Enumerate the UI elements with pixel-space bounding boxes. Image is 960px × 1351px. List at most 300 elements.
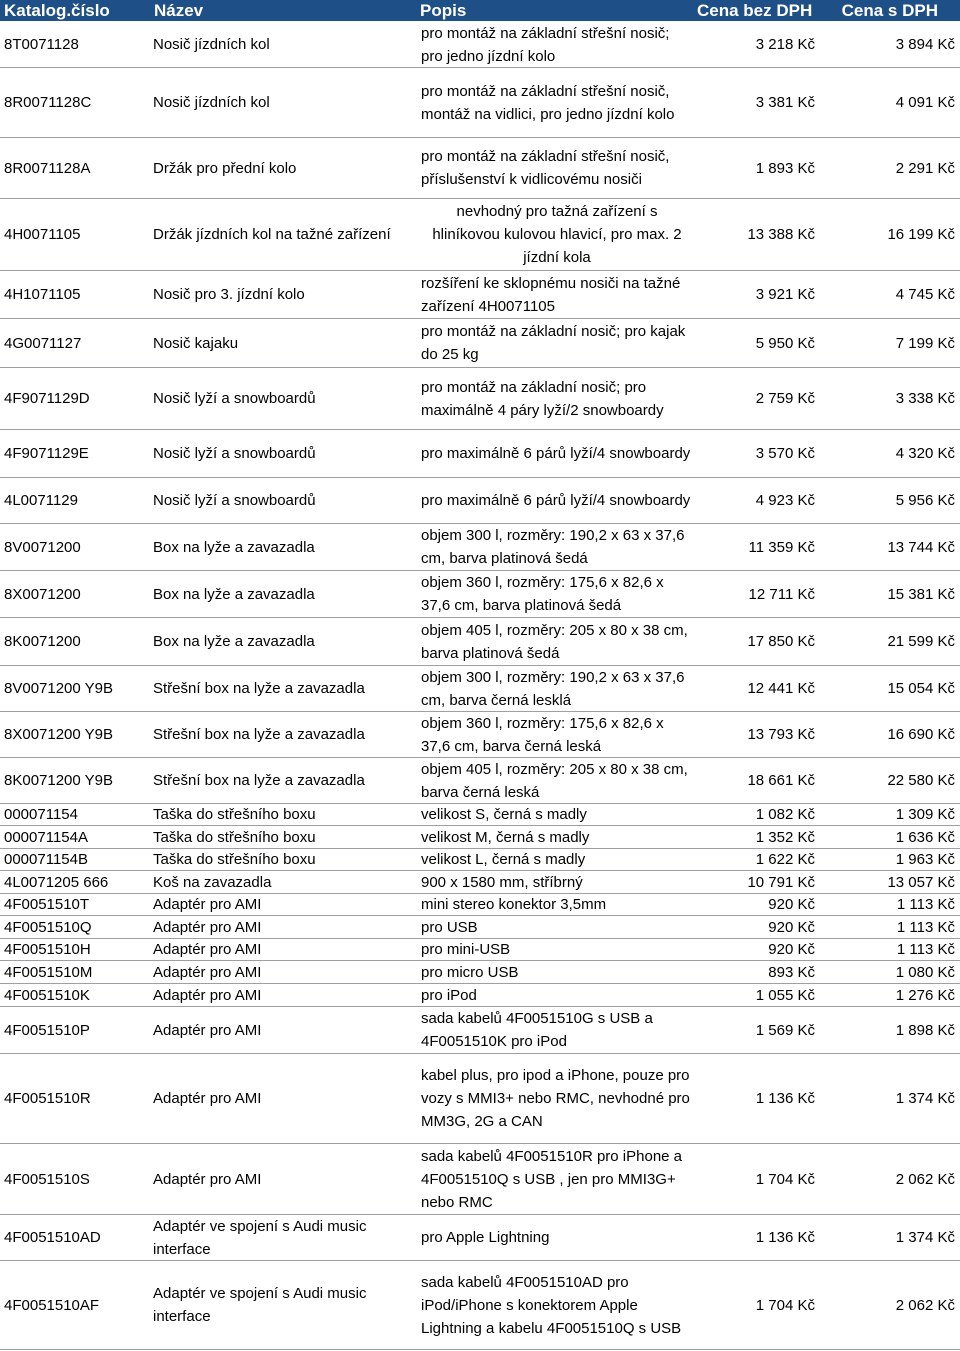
cell-price-gross (820, 478, 960, 523)
cell-price-gross-text: 4 320 Kč (895, 445, 955, 462)
cell-description-text: 900 x 1580 mm, stříbrný (421, 873, 583, 891)
cell-code-text: 8K0071200 (4, 633, 81, 650)
cell-price-net (693, 916, 820, 938)
cell-price-net-text: 4 923 Kč (755, 492, 815, 509)
cell-description-text: objem 405 l, rozměry: 205 x 80 x 38 cm, barva platinová šedá (421, 621, 688, 662)
cell-price-net (693, 666, 820, 711)
cell-price-gross-text: 5 956 Kč (895, 492, 955, 509)
cell-price-net-text: 1 704 Kč (755, 1296, 815, 1314)
cell-code (0, 871, 150, 893)
cell-description (416, 894, 693, 915)
cell-code-text: 8X0071200 Y9B (4, 726, 113, 743)
cell-price-gross-text: 3 894 Kč (895, 36, 955, 53)
cell-description (416, 618, 693, 665)
table-row (0, 524, 960, 571)
cell-price-net (693, 368, 820, 429)
cell-name (150, 961, 416, 983)
table-row (0, 758, 960, 804)
header-code: Katalog.číslo (4, 1, 110, 20)
cell-code (0, 712, 150, 757)
header-desc: Popis (420, 1, 467, 20)
table-row (0, 271, 960, 319)
cell-name-text: Adaptér pro AMI (153, 1170, 262, 1188)
cell-code (0, 571, 150, 617)
cell-name-text: Adaptér pro AMI (153, 918, 262, 936)
cell-price-net-text: 1 352 Kč (755, 828, 815, 846)
cell-price-gross-text: 16 690 Kč (887, 726, 955, 743)
table-row (0, 1261, 960, 1350)
cell-name-text: Střešní box na lyže a zavazadla (153, 680, 365, 697)
cell-price-net (693, 826, 820, 848)
cell-price-net-text: 17 850 Kč (747, 633, 815, 650)
cell-description (416, 571, 693, 617)
cell-description (416, 1007, 693, 1053)
cell-description (416, 430, 693, 477)
cell-price-gross (820, 368, 960, 429)
cell-price-net-text: 893 Kč (768, 963, 815, 981)
cell-price-net-text: 3 570 Kč (755, 445, 815, 462)
cell-description (416, 1144, 693, 1214)
cell-price-gross-text: 21 599 Kč (887, 633, 955, 650)
cell-description-text: velikost L, černá s madly (421, 851, 586, 868)
cell-price-gross (820, 1215, 960, 1260)
cell-description (416, 939, 693, 960)
cell-name-text: Adaptér pro AMI (153, 941, 262, 958)
cell-code (0, 138, 150, 198)
cell-description-text: rozšíření ke sklopnému nosiči na tažné zařízení 4H0071105 (421, 274, 681, 315)
cell-price-gross (820, 894, 960, 915)
cell-price-net (693, 712, 820, 757)
cell-price-net (693, 319, 820, 367)
cell-code-text: 4L0071129 (4, 492, 78, 509)
cell-code-text: 8K0071200 Y9B (4, 772, 113, 789)
cell-name-text: Nosič jízdních kol (153, 36, 270, 53)
cell-name (150, 571, 416, 617)
cell-code-text: 4L0071205 666 (4, 873, 109, 891)
cell-name-text: Střešní box na lyže a zavazadla (153, 772, 365, 789)
cell-code (0, 524, 150, 570)
cell-code (0, 984, 150, 1006)
cell-name (150, 430, 416, 477)
cell-price-gross-text: 1 113 Kč (896, 896, 955, 913)
cell-price-net (693, 478, 820, 523)
cell-code-text: 4F0051510AD (4, 1229, 101, 1246)
cell-price-gross-text: 13 057 Kč (887, 873, 955, 891)
cell-price-gross (820, 319, 960, 367)
cell-name (150, 368, 416, 429)
table-row (0, 712, 960, 758)
cell-price-gross (820, 68, 960, 137)
cell-description (416, 1261, 693, 1349)
header-price-net: Cena bez DPH (697, 1, 813, 20)
cell-name (150, 1054, 416, 1143)
cell-price-gross (820, 939, 960, 960)
header-price-gross: Cena s DPH (841, 1, 938, 20)
cell-price-net-text: 12 441 Kč (747, 680, 815, 697)
cell-price-net (693, 1144, 820, 1214)
cell-price-gross (820, 430, 960, 477)
cell-name-text: Taška do střešního boxu (153, 806, 316, 823)
cell-code-text: 8R0071128A (4, 159, 91, 177)
cell-price-gross (820, 984, 960, 1006)
cell-code-text: 4G0071127 (4, 334, 82, 352)
cell-description-text: objem 360 l, rozměry: 175,6 x 82,6 x 37,6 cm, barva černá leská (421, 714, 664, 755)
cell-name-text: Střešní box na lyže a zavazadla (153, 726, 365, 743)
cell-description-text: velikost M, černá s madly (421, 828, 590, 846)
cell-name-text: Taška do střešního boxu (153, 828, 316, 846)
cell-name (150, 199, 416, 270)
cell-price-gross-text: 15 381 Kč (887, 585, 955, 603)
cell-price-gross-text: 2 291 Kč (895, 159, 955, 177)
cell-price-net (693, 849, 820, 870)
cell-description-text: pro montáž na základní nosič; pro maximálně 4 páry lyží/2 snowboardy (421, 378, 664, 419)
cell-price-gross (820, 871, 960, 893)
cell-price-gross-text: 2 062 Kč (895, 1170, 955, 1188)
cell-price-gross-text: 4 091 Kč (895, 94, 955, 111)
cell-code-text: 4F0051510Q (4, 918, 92, 936)
cell-price-gross-text: 16 199 Kč (887, 226, 955, 243)
cell-description (416, 916, 693, 938)
cell-code-text: 4F9071129D (4, 390, 90, 407)
cell-code-text: 4H0071105 (4, 226, 81, 243)
cell-code (0, 804, 150, 825)
cell-description-text: mini stereo konektor 3,5mm (421, 896, 607, 913)
cell-price-gross (820, 1144, 960, 1214)
table-row (0, 368, 960, 430)
cell-description-text: pro maximálně 6 párů lyží/4 snowboardy (421, 492, 691, 509)
cell-price-net (693, 1215, 820, 1260)
cell-price-gross-text: 1 374 Kč (895, 1090, 955, 1107)
cell-price-net (693, 1261, 820, 1349)
cell-price-gross-text: 1 636 Kč (895, 828, 955, 846)
cell-price-net (693, 804, 820, 825)
table-row (0, 984, 960, 1007)
cell-description-text: kabel plus, pro ipod a iPhone, pouze pro vozy s MMI3+ nebo RMC, nevhodné pro MM3G, 2G a CAN (421, 1067, 690, 1130)
cell-price-net (693, 271, 820, 318)
cell-code (0, 916, 150, 938)
cell-price-net-text: 1 622 Kč (755, 851, 815, 868)
cell-name-text: Nosič lyží a snowboardů (153, 445, 316, 462)
cell-price-net (693, 984, 820, 1006)
cell-name (150, 826, 416, 848)
cell-description-text: nevhodný pro tažná zařízení s hliníkovou kulovou hlavicí, pro max. 2 jízdní kola (432, 203, 682, 266)
table-row (0, 849, 960, 871)
cell-name (150, 894, 416, 915)
cell-code (0, 1054, 150, 1143)
cell-name-text: Box na lyže a zavazadla (153, 633, 315, 650)
cell-code (0, 1007, 150, 1053)
cell-code-text: 4F0051510T (4, 896, 90, 913)
cell-code (0, 430, 150, 477)
cell-price-gross (820, 849, 960, 870)
cell-price-net (693, 871, 820, 893)
cell-price-net (693, 430, 820, 477)
cell-price-gross (820, 712, 960, 757)
cell-price-gross-text: 1 963 Kč (895, 851, 955, 868)
cell-name-text: Nosič kajaku (153, 334, 239, 352)
cell-price-gross (820, 1054, 960, 1143)
cell-code (0, 478, 150, 523)
cell-price-gross-text: 4 745 Kč (895, 286, 955, 303)
cell-description-text: pro maximálně 6 párů lyží/4 snowboardy (421, 445, 691, 462)
cell-code (0, 68, 150, 137)
cell-name-text: Držák jízdních kol na tažné zařízení (153, 226, 391, 243)
table-row (0, 1215, 960, 1261)
cell-price-gross (820, 666, 960, 711)
table-row (0, 319, 960, 368)
cell-price-gross (820, 1261, 960, 1349)
cell-price-net-text: 1 136 Kč (755, 1090, 815, 1107)
cell-name (150, 984, 416, 1006)
cell-name (150, 478, 416, 523)
cell-price-gross (820, 271, 960, 318)
cell-code-text: 4H1071105 (4, 286, 81, 303)
cell-price-net (693, 939, 820, 960)
cell-description-text: pro USB (421, 918, 478, 936)
cell-code (0, 368, 150, 429)
cell-description (416, 478, 693, 523)
cell-description (416, 368, 693, 429)
cell-description (416, 22, 693, 67)
cell-price-gross (820, 1007, 960, 1053)
cell-price-net (693, 22, 820, 67)
cell-price-net (693, 199, 820, 270)
cell-description (416, 871, 693, 893)
cell-price-net (693, 961, 820, 983)
cell-price-net (693, 1007, 820, 1053)
cell-name (150, 271, 416, 318)
cell-price-gross-text: 1 898 Kč (895, 1021, 955, 1039)
cell-description (416, 1215, 693, 1260)
cell-description (416, 68, 693, 137)
cell-name (150, 524, 416, 570)
cell-description (416, 199, 693, 270)
cell-description-text: objem 360 l, rozměry: 175,6 x 82,6 x 37,6 cm, barva platinová šedá (421, 574, 664, 614)
cell-price-net (693, 68, 820, 137)
table-row (0, 894, 960, 916)
table-row (0, 871, 960, 894)
cell-price-gross-text: 1 080 Kč (895, 963, 955, 981)
table-row (0, 618, 960, 666)
cell-price-net-text: 18 661 Kč (747, 772, 815, 789)
cell-name-text: Adaptér pro AMI (153, 1090, 262, 1107)
table-row (0, 1144, 960, 1215)
cell-price-net-text: 3 218 Kč (755, 36, 815, 53)
cell-price-gross (820, 916, 960, 938)
cell-name (150, 849, 416, 870)
cell-code-text: 4F0051510H (4, 941, 91, 958)
cell-description-text: pro Apple Lightning (421, 1229, 550, 1246)
cell-description (416, 1054, 693, 1143)
cell-price-net (693, 1054, 820, 1143)
cell-code-text: 4F0051510P (4, 1021, 90, 1039)
cell-name-text: Nosič jízdních kol (153, 94, 270, 111)
cell-code (0, 826, 150, 848)
cell-price-gross (820, 961, 960, 983)
cell-description-text: pro montáž na základní střešní nosič; pro jedno jízdní kolo (421, 24, 670, 65)
cell-description-text: pro montáž na základní střešní nosič, montáž na vidlici, pro jedno jízdní kolo (421, 82, 675, 123)
cell-price-net (693, 524, 820, 570)
cell-name-text: Nosič lyží a snowboardů (153, 492, 316, 509)
cell-name (150, 666, 416, 711)
cell-code-text: 000071154B (4, 851, 88, 868)
cell-price-gross-text: 3 338 Kč (895, 390, 955, 407)
table-row (0, 1054, 960, 1144)
cell-price-gross (820, 618, 960, 665)
header-name: Název (154, 1, 204, 20)
cell-name-text: Adaptér pro AMI (153, 1021, 262, 1039)
cell-price-gross (820, 571, 960, 617)
cell-price-net-text: 11 359 Kč (748, 538, 815, 556)
cell-name (150, 1144, 416, 1214)
cell-description-text: objem 300 l, rozměry: 190,2 x 63 x 37,6 cm, barva černá lesklá (421, 668, 685, 709)
cell-description-text: pro iPod (421, 986, 477, 1004)
cell-price-net-text: 10 791 Kč (747, 873, 815, 891)
cell-description-text: velikost S, černá s madly (421, 806, 587, 823)
cell-description (416, 666, 693, 711)
cell-description (416, 826, 693, 848)
cell-name (150, 758, 416, 803)
cell-code (0, 319, 150, 367)
cell-name (150, 871, 416, 893)
cell-code (0, 271, 150, 318)
table-row (0, 961, 960, 984)
cell-description (416, 271, 693, 318)
table-row (0, 804, 960, 826)
cell-price-net-text: 1 136 Kč (755, 1229, 815, 1246)
table-row (0, 916, 960, 939)
cell-code-text: 8R0071128C (4, 94, 92, 111)
cell-code (0, 1144, 150, 1214)
cell-code-text: 000071154 (4, 806, 78, 823)
table-row (0, 22, 960, 68)
cell-price-net-text: 920 Kč (768, 941, 815, 958)
cell-price-gross (820, 524, 960, 570)
cell-code (0, 894, 150, 915)
table-row (0, 1007, 960, 1054)
cell-code-text: 8T0071128 (4, 36, 79, 53)
cell-description-text: sada kabelů 4F0051510R pro iPhone a 4F0051510Q s USB , jen pro MMI3G+ nebo RMC (421, 1147, 683, 1211)
cell-code (0, 1261, 150, 1349)
table-row (0, 199, 960, 271)
cell-name (150, 712, 416, 757)
cell-description-text: objem 405 l, rozměry: 205 x 80 x 38 cm, barva černá leská (421, 760, 688, 801)
table-row (0, 478, 960, 524)
cell-description-text: pro montáž na základní střešní nosič, příslušenství k vidlicovému nosiči (421, 148, 670, 188)
cell-name-text: Adaptér ve spojení s Audi music interface (153, 1285, 367, 1325)
cell-name (150, 1261, 416, 1349)
cell-price-gross (820, 758, 960, 803)
cell-code-text: 4F0051510M (4, 963, 93, 981)
cell-name (150, 138, 416, 198)
cell-description (416, 961, 693, 983)
cell-name-text: Adaptér pro AMI (153, 963, 262, 981)
cell-price-gross-text: 7 199 Kč (895, 334, 955, 352)
cell-name (150, 319, 416, 367)
cell-description (416, 524, 693, 570)
cell-price-gross-text: 1 309 Kč (895, 806, 955, 823)
cell-price-net-text: 1 082 Kč (755, 806, 815, 823)
table-row (0, 939, 960, 961)
cell-price-gross-text: 22 580 Kč (887, 772, 955, 789)
cell-price-gross (820, 138, 960, 198)
cell-price-net-text: 1 055 Kč (755, 986, 815, 1004)
cell-price-net-text: 920 Kč (768, 896, 815, 913)
cell-name (150, 68, 416, 137)
table-row (0, 571, 960, 618)
cell-code (0, 199, 150, 270)
cell-name-text: Box na lyže a zavazadla (153, 585, 315, 603)
cell-name-text: Taška do střešního boxu (153, 851, 316, 868)
cell-description (416, 138, 693, 198)
cell-description-text: sada kabelů 4F0051510G s USB a 4F0051510K pro iPod (421, 1010, 653, 1050)
cell-price-net-text: 1 893 Kč (755, 159, 815, 177)
cell-price-gross-text: 1 113 Kč (896, 941, 955, 958)
cell-name-text: Nosič lyží a snowboardů (153, 390, 316, 407)
cell-price-net-text: 13 793 Kč (747, 726, 815, 743)
cell-price-net (693, 894, 820, 915)
cell-code-text: 8X0071200 (4, 585, 81, 603)
cell-price-net-text: 5 950 Kč (755, 334, 815, 352)
cell-description (416, 849, 693, 870)
cell-code (0, 618, 150, 665)
cell-code-text: 8V0071200 (4, 538, 81, 556)
cell-name-text: Adaptér pro AMI (153, 896, 262, 913)
cell-code-text: 8V0071200 Y9B (4, 680, 113, 697)
cell-code (0, 849, 150, 870)
cell-code-text: 000071154A (4, 828, 88, 846)
cell-code-text: 4F0051510R (4, 1090, 91, 1107)
cell-name (150, 1215, 416, 1260)
cell-name (150, 22, 416, 67)
cell-price-net-text: 12 711 Kč (748, 585, 815, 603)
cell-name-text: Box na lyže a zavazadla (153, 538, 315, 556)
cell-price-gross-text: 2 062 Kč (895, 1296, 955, 1314)
table-row (0, 430, 960, 478)
cell-name (150, 804, 416, 825)
table-row (0, 826, 960, 849)
cell-code (0, 22, 150, 67)
cell-code-text: 4F9071129E (4, 445, 89, 462)
cell-price-gross-text: 1 374 Kč (895, 1229, 955, 1246)
cell-description-text: pro mini-USB (421, 941, 511, 958)
cell-name (150, 916, 416, 938)
cell-price-net (693, 138, 820, 198)
cell-name-text: Adaptér pro AMI (153, 986, 262, 1004)
cell-description (416, 804, 693, 825)
cell-description (416, 758, 693, 803)
cell-name (150, 939, 416, 960)
table-row (0, 138, 960, 199)
cell-code (0, 961, 150, 983)
cell-code (0, 666, 150, 711)
cell-description-text: pro micro USB (421, 963, 519, 981)
cell-price-net (693, 571, 820, 617)
cell-price-net-text: 2 759 Kč (755, 390, 815, 407)
cell-name-text: Koš na zavazadla (153, 873, 272, 891)
cell-price-gross-text: 1 276 Kč (895, 986, 955, 1004)
cell-price-gross (820, 199, 960, 270)
cell-price-gross-text: 15 054 Kč (887, 680, 955, 697)
cell-price-gross-text: 13 744 Kč (887, 538, 955, 556)
cell-code (0, 758, 150, 803)
cell-name (150, 618, 416, 665)
cell-code-text: 4F0051510AF (4, 1296, 100, 1314)
cell-description-text: pro montáž na základní nosič; pro kajak do 25 kg (421, 323, 686, 363)
cell-code (0, 939, 150, 960)
cell-name-text: Nosič pro 3. jízdní kolo (153, 286, 305, 303)
cell-name (150, 1007, 416, 1053)
